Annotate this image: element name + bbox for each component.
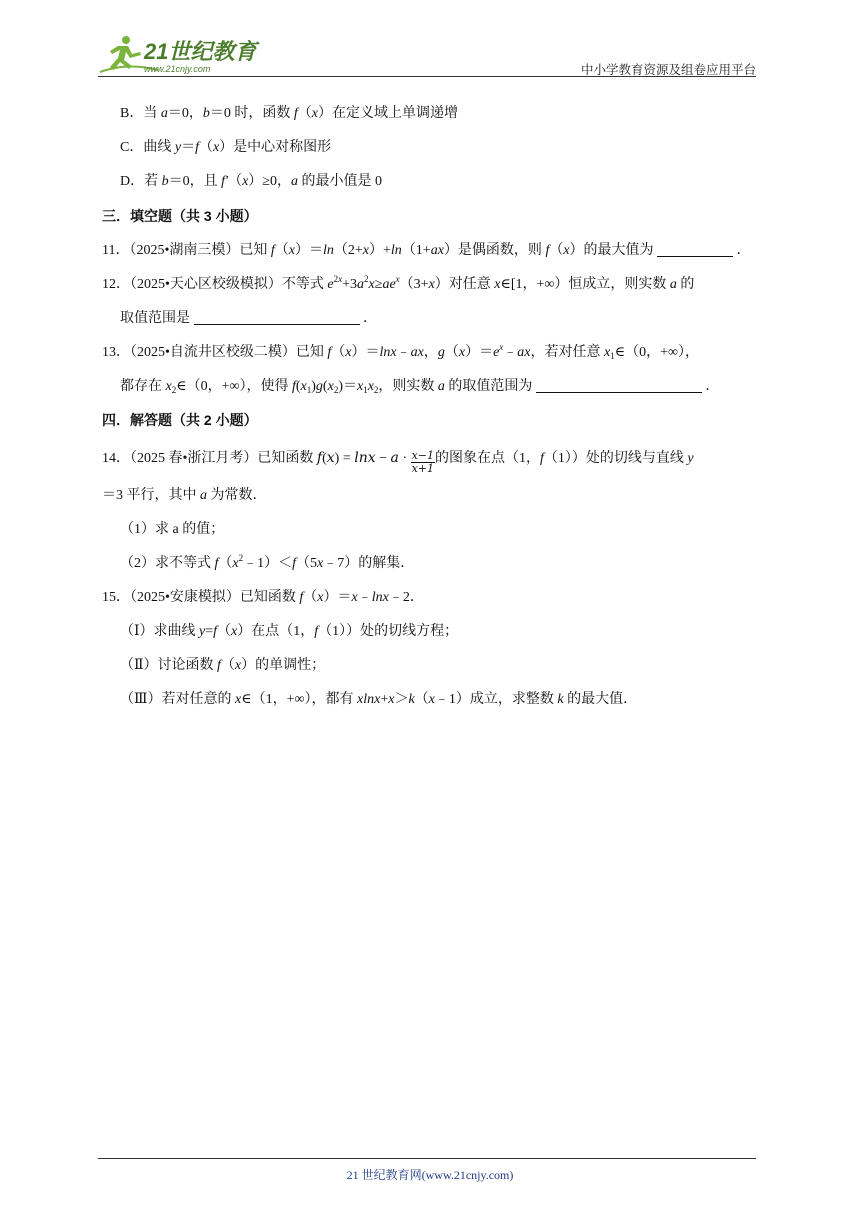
answer-blank[interactable]	[536, 378, 702, 393]
question-12: 12．（2025•天心区校级模拟）不等式 $e^{2x}+3a^2x\ge ae^x(3+x)$对任意 x∈[1，+∞）恒成立，则实数 a 的	[102, 274, 695, 292]
answer-blank[interactable]	[194, 310, 360, 325]
question-13-line2: 都存在 $x_2\in(0$，+∞），使得 $f(x_1)g(x_2)=x_1x_2$，则实数 a 的取值范围为 ．	[120, 379, 720, 395]
header-divider	[98, 76, 756, 77]
question-13: 13．（2025•自流井区校级二模）已知 f（x）＝lnx﹣ax，$g(x)=e^x﹣ax$，若对任意 $x_1\in(0$，+∞），	[102, 342, 699, 361]
answer-blank[interactable]	[657, 242, 733, 257]
question-11: 11．（2025•湖南三模）已知 f（x）＝ln（2+x）+ln（1+ax）是偶函数，则 f（x）的最大值为 ．	[102, 243, 751, 258]
section-4-heading: 四．解答题（共 2 小题）	[102, 412, 258, 428]
logo-text: 21世纪教育	[144, 39, 257, 64]
logo-url: www.21cnjy.com	[144, 64, 211, 74]
question-14-part2: （2）求不等式 $f(x^2﹣1)<f(5x﹣7)$的解集．	[120, 553, 415, 571]
site-logo	[98, 32, 268, 76]
footer-link[interactable]: 21 世纪教育网(www.21cnjy.com)	[346, 1168, 514, 1182]
question-12-line2: 取值范围是 ．	[120, 311, 377, 326]
option-d: D．若 b＝0，且 f′（x）≥0，a 的最小值是 0	[120, 174, 382, 189]
section-3-heading: 三．填空题（共 3 小题）	[102, 208, 258, 224]
question-14-line2: ＝3 平行，其中 a 为常数．	[102, 488, 267, 503]
option-c: C．曲线 y＝f（x）是中心对称图形	[120, 140, 332, 155]
page-header	[98, 32, 756, 78]
question-15-part2: （Ⅱ）讨论函数 f（x）的单调性；	[120, 658, 326, 673]
option-b: B．当 a＝0，b＝0 时，函数 f（x）在定义域上单调递增	[120, 106, 458, 121]
footer-divider	[98, 1158, 756, 1159]
question-14-part1: （1）求 a 的值；	[120, 522, 225, 537]
question-14: 14．（2025 春•浙江月考）已知函数 f(x) = lnx − a · $\frac{x-1}{x+1}$ 的图象在点（1，f（1））处的切线与直线 y	[102, 449, 694, 475]
fraction: $\frac{x-1}{x+1}$	[411, 449, 434, 475]
question-15: 15．（2025•安康模拟）已知函数 f（x）＝x﹣lnx﹣2．	[102, 590, 424, 605]
question-15-part3: （Ⅲ）若对任意的 x∈（1，+∞），都有 xlnx+x＞k（x﹣1）成立，求整数 k 的最大值．	[120, 692, 638, 707]
header-platform-text: 中小学教育资源及组卷应用平台	[580, 63, 756, 77]
question-15-part1: （Ⅰ）求曲线 y=f（x）在点（1，f（1））处的切线方程；	[120, 624, 459, 639]
